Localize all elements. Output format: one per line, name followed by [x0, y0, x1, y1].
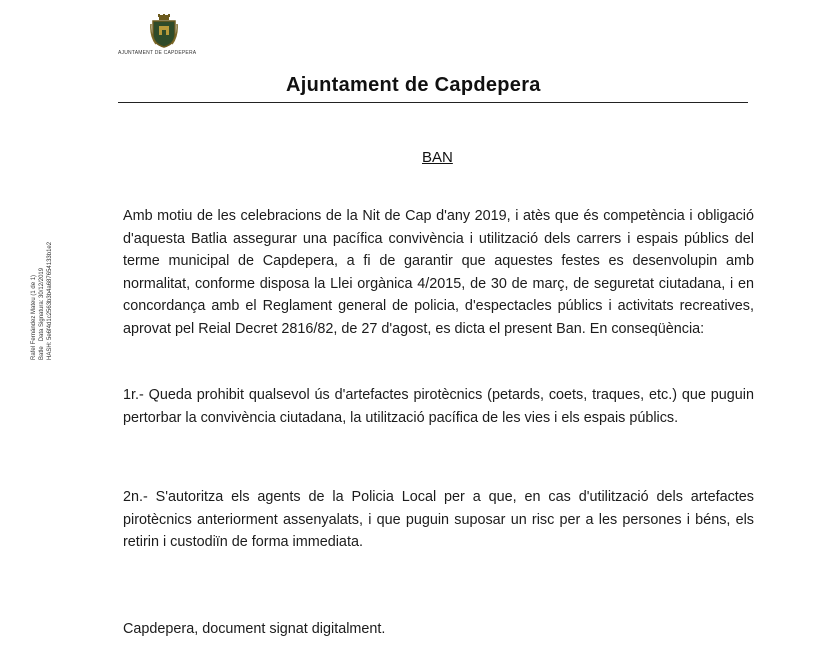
point-2-paragraph: 2n.- S'autoritza els agents de la Policia Local per a que, en cas d'utilització dels artefactes pirotècnics anteriorment assenyalats, i que puguin suposar un risc per a les persones i béns, els retirin i custodiïn de forma immediata. [123, 489, 754, 550]
page-title: Ajuntament de Capdepera [286, 74, 541, 96]
document-heading: BAN [422, 149, 453, 166]
point-1-paragraph: 1r.- Queda prohibit qualsevol ús d'artefactes pirotècnics (petards, coets, traques, etc.) que puguin pertorbar la convivència ciutadana, la utilització pacífica de les vies i els espais públics. [123, 387, 754, 426]
signature-role-date [38, 100, 46, 360]
crest-caption: AJUNTAMENT DE CAPDEPERA [118, 50, 197, 56]
municipal-crest-icon [150, 14, 178, 48]
header-divider [118, 102, 748, 103]
intro-paragraph: Amb motiu de les celebracions de la Nit de Cap d'any 2019, i atès que és competència i obligació d'aquesta Batlia assegurar una pacífica convivència i utilització dels carrers i espais públics del terme municipal de Capdepera, a fi de garantir que aquestes festes es desenvolupin amb normalitat, conforme disposa la Llei orgànica 4/2015, de 30 de març, de seguretat ciutadana, i en concordança amb el Reglament general de policia, d'espectacles públics i activitats recreatives, aprovat pel Reial Decret 2816/82, de 27 d'agost, es dicta el present Ban. En conseqüència: [123, 208, 754, 337]
digital-signature-stamp [28, 100, 54, 360]
signature-hash [46, 100, 54, 360]
signature-role: Batle [39, 346, 45, 360]
signature-signer [30, 100, 38, 360]
signature-hash-value: HASH: 5e6f4d1c2563b3b4a687654133b1e2 [47, 241, 53, 360]
closing-line: Capdepera, document signat digitalment. [123, 621, 386, 637]
signature-signer-name: Rafel Fernández Mateu (1 de 1) [31, 274, 37, 360]
signature-date: Data Signatura: 30/12/2019 [39, 267, 45, 342]
